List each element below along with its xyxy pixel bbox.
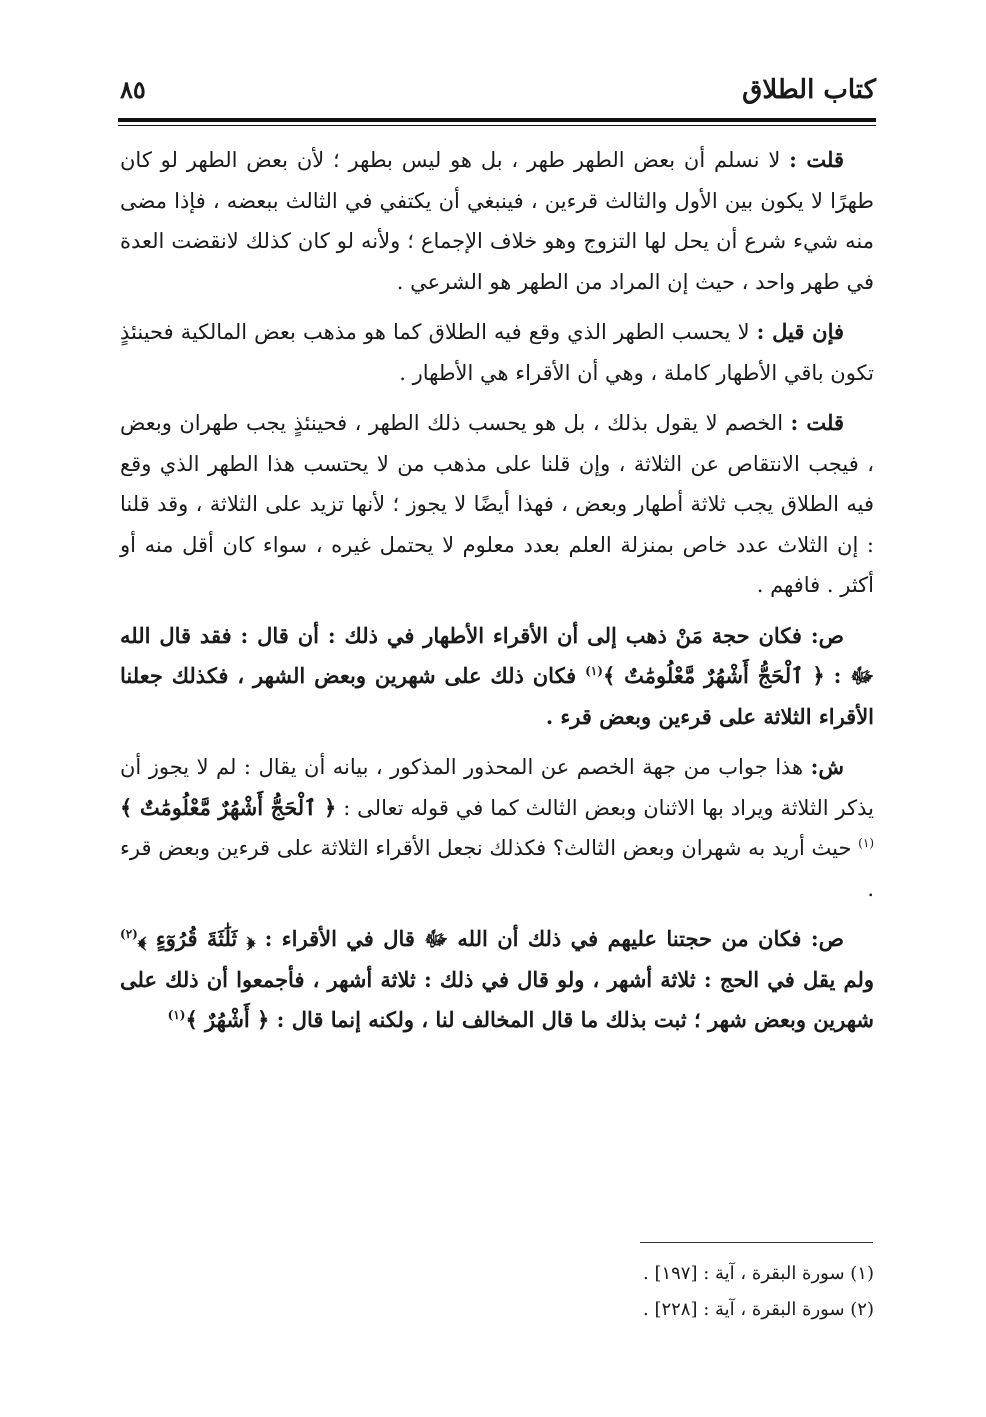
header-rule xyxy=(118,118,876,122)
paragraph-text: هذا جواب من جهة الخصم عن المحذور المذكور ، بيانه أن يقال : لم لا يجوز أن يذكر الثلاثة ويراد بها الاثنان وبعض الثالث كما في قوله تعالى : xyxy=(120,755,874,820)
paragraph-lead: ص: xyxy=(810,926,844,951)
footnote-ref[interactable]: (١) xyxy=(858,836,874,850)
paragraph-1 xyxy=(120,140,874,302)
paragraph-lead: فإن قيل : xyxy=(756,319,845,344)
paragraph-4 xyxy=(120,616,874,738)
paragraph-text: ولم يقل في الحج : ثلاثة أشهر ، ولو قال في ذلك : ثلاثة أشهر ، فأجمعوا أن ذلك على شهرين وبعض شهر ؛ ثبت بذلك ما قال المخالف لنا ، ولكنه إنما قال : xyxy=(120,966,874,1032)
paragraph-text: فكان حجة مَنْ ذهب إلى أن الأقراء الأطهار في ذلك : أن قال : فقد قال الله ﷻ : xyxy=(120,622,874,688)
chapter-title: كتاب الطلاق xyxy=(742,75,876,105)
footnote-2: (٢) سورة البقرة ، آية : [٢٢٨] . xyxy=(643,1299,874,1320)
footnote-1: (١) سورة البقرة ، آية : [١٩٧] . xyxy=(643,1263,874,1284)
main-text xyxy=(120,140,874,1051)
paragraph-lead: قلت : xyxy=(790,410,844,435)
quran-verse: ﴿ ٱلْحَجُّ أَشْهُرٌ مَّعْلُومَٰتٌ ﴾ xyxy=(602,663,825,688)
footnote-ref[interactable]: (١) xyxy=(167,1008,186,1022)
page-header xyxy=(120,70,876,114)
paragraph-5 xyxy=(120,747,874,909)
footnote-ref[interactable]: (٢) xyxy=(120,927,138,941)
footnote-ref[interactable]: (١) xyxy=(585,664,603,678)
paragraph-lead: ش: xyxy=(810,754,844,779)
quran-verse: ﴿ ثَلَٰثَةَ قُرُوٓءٍ ﴾ xyxy=(137,926,256,951)
paragraph-text: فكان ذلك على شهرين وبعض الشهر ، فكذلك جعلنا الأقراء الثلاثة على قرءين وبعض قرء . xyxy=(120,663,874,729)
paragraph-text: حيث أريد به شهران وبعض الثالث؟ فكذلك نجعل الأقراء الثلاثة على قرءين وبعض قرء . xyxy=(120,836,874,901)
paragraph-2 xyxy=(120,312,874,393)
paragraph-text: الخصم لا يقول بذلك ، بل هو يحسب ذلك الطهر ، فحينئذٍ يجب طهران وبعض ، فيجب الانتقاص عن الثلاثة ، وإن قلنا على مذهب من لا يحتسب هذا الطهر الذي وقع فيه الطلاق يجب ثلاثة أطهار وبعض ، فهذا أيضًا لا يجوز ؛ لأنها تزيد على الثلاثة ، وقد قلنا : إن الثلاث عدد خاص بمنزلة العلم بعدد معلوم لا يحتمل غيره ، سواء كان أقل منه أو أكثر . فافهم . xyxy=(120,411,874,597)
paragraph-3 xyxy=(120,403,874,606)
paragraph-6 xyxy=(120,919,874,1041)
footnotes xyxy=(454,1256,874,1328)
paragraph-text: لا يحسب الطهر الذي وقع فيه الطلاق كما هو مذهب بعض المالكية فحينئذٍ تكون باقي الأطهار كاملة ، وهي أن الأقراء هي الأطهار . xyxy=(120,320,874,385)
footnote-separator xyxy=(640,1242,873,1243)
page-number: ٨٥ xyxy=(120,75,146,104)
quran-verse: ﴿ أَشْهُرٌ ﴾ xyxy=(185,1007,270,1032)
paragraph-lead: ص: xyxy=(810,622,844,648)
paragraph-text: فكان من حجتنا عليهم في ذلك أن الله ﷻ قال في الأقراء : xyxy=(255,926,811,951)
paragraph-lead: قلت : xyxy=(789,147,844,172)
paragraph-text: لا نسلم أن بعض الطهر طهر ، بل هو ليس بطهر ؛ لأن بعض الطهر لو كان طهرًا لا يكون بين الأول والثالث قرءين ، فينبغي أن يكتفي في الثالث ببعضه ، فإذا مضى منه شيء شرع أن يحل لها التزوج وهو خلاف الإجماع ؛ ولأنه لو كان كذلك لانقضت العدة في طهر واحد ، حيث إن المراد من الطهر هو الشرعي . xyxy=(120,148,874,294)
header-rule-thin xyxy=(118,125,876,126)
quran-verse: ﴿ ٱلْحَجُّ أَشْهُرٌ مَّعْلُومَٰتٌ ﴾ xyxy=(120,794,337,820)
